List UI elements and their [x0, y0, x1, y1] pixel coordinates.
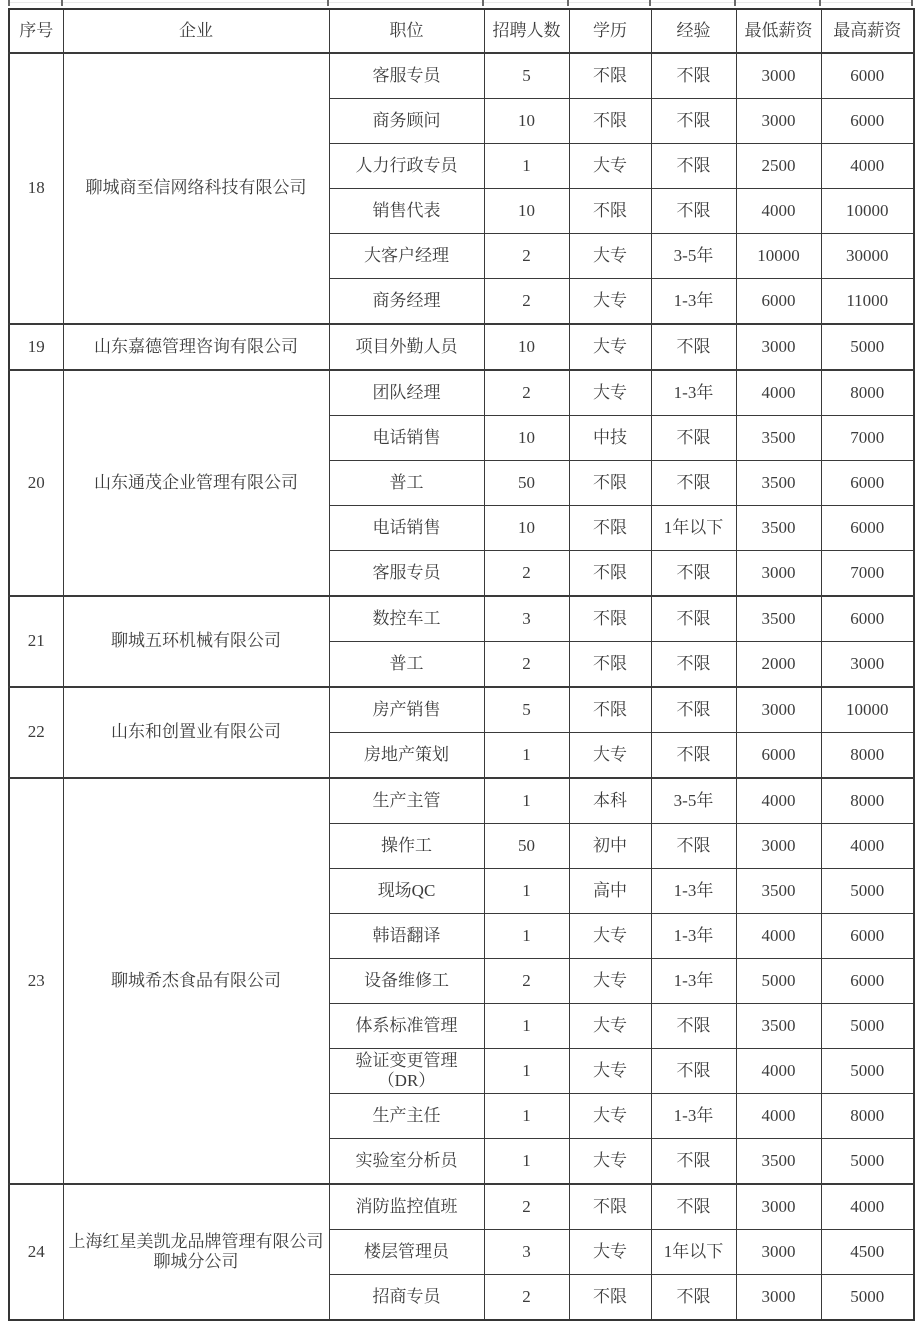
- max-salary-cell: 5000: [821, 1004, 914, 1049]
- serial-cell: 21: [9, 596, 63, 687]
- experience-cell: 3-5年: [651, 234, 736, 279]
- max-salary-cell: 7000: [821, 551, 914, 597]
- headcount-cell: 50: [484, 461, 569, 506]
- education-cell: 不限: [569, 53, 651, 99]
- education-cell: 中技: [569, 416, 651, 461]
- company-cell: 山东和创置业有限公司: [63, 687, 329, 778]
- max-salary-cell: 10000: [821, 189, 914, 234]
- experience-cell: 不限: [651, 1139, 736, 1185]
- education-cell: 不限: [569, 1275, 651, 1321]
- headcount-cell: 10: [484, 506, 569, 551]
- education-cell: 初中: [569, 824, 651, 869]
- education-cell: 大专: [569, 370, 651, 416]
- position-title-cell: 设备维修工: [329, 959, 484, 1004]
- experience-cell: 不限: [651, 1275, 736, 1321]
- max-salary-cell: 3000: [821, 642, 914, 688]
- experience-cell: 不限: [651, 461, 736, 506]
- max-salary-cell: 7000: [821, 416, 914, 461]
- max-salary-cell: 6000: [821, 461, 914, 506]
- headcount-cell: 2: [484, 1184, 569, 1230]
- position-title-cell: 商务顾问: [329, 99, 484, 144]
- min-salary-cell: 3000: [736, 1275, 821, 1321]
- headcount-cell: 2: [484, 1275, 569, 1321]
- max-salary-cell: 8000: [821, 733, 914, 779]
- position-title-cell: 数控车工: [329, 596, 484, 642]
- table-edge-tick: [819, 0, 821, 6]
- education-cell: 大专: [569, 279, 651, 325]
- max-salary-cell: 4000: [821, 1184, 914, 1230]
- max-salary-cell: 8000: [821, 370, 914, 416]
- min-salary-cell: 3000: [736, 324, 821, 370]
- min-salary-cell: 3000: [736, 53, 821, 99]
- headcount-cell: 1: [484, 1004, 569, 1049]
- experience-cell: 1年以下: [651, 506, 736, 551]
- min-salary-cell: 2500: [736, 144, 821, 189]
- col-header-position: 职位: [329, 9, 484, 53]
- company-cell: 聊城五环机械有限公司: [63, 596, 329, 687]
- table-edge-tick: [649, 0, 651, 6]
- position-title-cell: 体系标准管理: [329, 1004, 484, 1049]
- col-header-max-salary: 最高薪资: [821, 9, 914, 53]
- experience-cell: 不限: [651, 824, 736, 869]
- max-salary-cell: 6000: [821, 914, 914, 959]
- education-cell: 不限: [569, 596, 651, 642]
- cropped-row-artifact-line: [8, 2, 913, 3]
- education-cell: 大专: [569, 144, 651, 189]
- headcount-cell: 2: [484, 370, 569, 416]
- table-edge-tick: [734, 0, 736, 6]
- table-edge-tick: [482, 0, 484, 6]
- min-salary-cell: 5000: [736, 959, 821, 1004]
- education-cell: 大专: [569, 1094, 651, 1139]
- education-cell: 大专: [569, 1004, 651, 1049]
- position-title-cell: 销售代表: [329, 189, 484, 234]
- position-title-cell: 房地产策划: [329, 733, 484, 779]
- experience-cell: 不限: [651, 687, 736, 733]
- table-row: [9, 778, 914, 824]
- serial-cell: 22: [9, 687, 63, 778]
- headcount-cell: 1: [484, 1094, 569, 1139]
- max-salary-cell: 6000: [821, 959, 914, 1004]
- company-cell: 山东通茂企业管理有限公司: [63, 370, 329, 596]
- min-salary-cell: 3000: [736, 687, 821, 733]
- experience-cell: 1-3年: [651, 869, 736, 914]
- position-title-cell: 验证变更管理（DR）: [329, 1049, 484, 1094]
- headcount-cell: 2: [484, 234, 569, 279]
- serial-cell: 18: [9, 53, 63, 324]
- position-title-cell: 项目外勤人员: [329, 324, 484, 370]
- max-salary-cell: 4000: [821, 144, 914, 189]
- experience-cell: 不限: [651, 642, 736, 688]
- experience-cell: 1-3年: [651, 914, 736, 959]
- experience-cell: 1年以下: [651, 1230, 736, 1275]
- position-title-cell: 实验室分析员: [329, 1139, 484, 1185]
- headcount-cell: 3: [484, 1230, 569, 1275]
- serial-cell: 23: [9, 778, 63, 1184]
- min-salary-cell: 3000: [736, 551, 821, 597]
- headcount-cell: 1: [484, 733, 569, 779]
- education-cell: 不限: [569, 687, 651, 733]
- position-title-cell: 客服专员: [329, 53, 484, 99]
- company-cell: 山东嘉德管理咨询有限公司: [63, 324, 329, 370]
- experience-cell: 不限: [651, 144, 736, 189]
- max-salary-cell: 6000: [821, 53, 914, 99]
- table-edge-tick: [911, 0, 913, 6]
- max-salary-cell: 5000: [821, 1275, 914, 1321]
- experience-cell: 1-3年: [651, 959, 736, 1004]
- education-cell: 不限: [569, 189, 651, 234]
- headcount-cell: 5: [484, 687, 569, 733]
- min-salary-cell: 4000: [736, 189, 821, 234]
- max-salary-cell: 5000: [821, 1139, 914, 1185]
- max-salary-cell: 5000: [821, 869, 914, 914]
- position-title-cell: 楼层管理员: [329, 1230, 484, 1275]
- min-salary-cell: 3500: [736, 596, 821, 642]
- headcount-cell: 1: [484, 144, 569, 189]
- experience-cell: 1-3年: [651, 279, 736, 325]
- headcount-cell: 10: [484, 324, 569, 370]
- education-cell: 不限: [569, 99, 651, 144]
- position-title-cell: 商务经理: [329, 279, 484, 325]
- max-salary-cell: 5000: [821, 1049, 914, 1094]
- min-salary-cell: 3500: [736, 461, 821, 506]
- position-title-cell: 消防监控值班: [329, 1184, 484, 1230]
- headcount-cell: 2: [484, 551, 569, 597]
- min-salary-cell: 4000: [736, 914, 821, 959]
- col-header-company: 企业: [63, 9, 329, 53]
- max-salary-cell: 6000: [821, 506, 914, 551]
- experience-cell: 不限: [651, 1184, 736, 1230]
- experience-cell: 不限: [651, 416, 736, 461]
- headcount-cell: 10: [484, 189, 569, 234]
- headcount-cell: 1: [484, 869, 569, 914]
- min-salary-cell: 10000: [736, 234, 821, 279]
- position-title-cell: 招商专员: [329, 1275, 484, 1321]
- headcount-cell: 10: [484, 99, 569, 144]
- min-salary-cell: 2000: [736, 642, 821, 688]
- education-cell: 大专: [569, 1139, 651, 1185]
- headcount-cell: 1: [484, 1049, 569, 1094]
- min-salary-cell: 3500: [736, 416, 821, 461]
- min-salary-cell: 3500: [736, 869, 821, 914]
- experience-cell: 不限: [651, 99, 736, 144]
- serial-cell: 24: [9, 1184, 63, 1320]
- education-cell: 大专: [569, 1230, 651, 1275]
- company-cell: 上海红星美凯龙品牌管理有限公司聊城分公司: [63, 1184, 329, 1320]
- position-title-cell: 房产销售: [329, 687, 484, 733]
- experience-cell: 不限: [651, 324, 736, 370]
- table-edge-tick: [567, 0, 569, 6]
- min-salary-cell: 3000: [736, 1184, 821, 1230]
- max-salary-cell: 4500: [821, 1230, 914, 1275]
- position-title-cell: 操作工: [329, 824, 484, 869]
- min-salary-cell: 3500: [736, 1004, 821, 1049]
- table-edge-tick: [8, 0, 10, 6]
- headcount-cell: 2: [484, 642, 569, 688]
- headcount-cell: 1: [484, 778, 569, 824]
- education-cell: 大专: [569, 234, 651, 279]
- education-cell: 本科: [569, 778, 651, 824]
- experience-cell: 1-3年: [651, 370, 736, 416]
- experience-cell: 不限: [651, 1004, 736, 1049]
- job-table: [8, 8, 915, 1321]
- max-salary-cell: 6000: [821, 99, 914, 144]
- max-salary-cell: 4000: [821, 824, 914, 869]
- experience-cell: 不限: [651, 733, 736, 779]
- position-title-cell: 电话销售: [329, 416, 484, 461]
- max-salary-cell: 5000: [821, 324, 914, 370]
- headcount-cell: 50: [484, 824, 569, 869]
- experience-cell: 1-3年: [651, 1094, 736, 1139]
- education-cell: 不限: [569, 461, 651, 506]
- col-header-experience: 经验: [651, 9, 736, 53]
- table-row: [9, 370, 914, 416]
- experience-cell: 不限: [651, 189, 736, 234]
- min-salary-cell: 3000: [736, 99, 821, 144]
- max-salary-cell: 30000: [821, 234, 914, 279]
- headcount-cell: 2: [484, 959, 569, 1004]
- table-edge-tick: [61, 0, 63, 6]
- education-cell: 不限: [569, 506, 651, 551]
- max-salary-cell: 6000: [821, 596, 914, 642]
- position-title-cell: 人力行政专员: [329, 144, 484, 189]
- min-salary-cell: 4000: [736, 370, 821, 416]
- headcount-cell: 5: [484, 53, 569, 99]
- position-title-cell: 电话销售: [329, 506, 484, 551]
- table-row: [9, 1184, 914, 1230]
- education-cell: 不限: [569, 1184, 651, 1230]
- headcount-cell: 3: [484, 596, 569, 642]
- min-salary-cell: 3000: [736, 824, 821, 869]
- col-header-education: 学历: [569, 9, 651, 53]
- position-title-cell: 大客户经理: [329, 234, 484, 279]
- table-row: [9, 687, 914, 733]
- education-cell: 大专: [569, 959, 651, 1004]
- min-salary-cell: 4000: [736, 1094, 821, 1139]
- experience-cell: 不限: [651, 1049, 736, 1094]
- serial-cell: 20: [9, 370, 63, 596]
- headcount-cell: 10: [484, 416, 569, 461]
- table-row: [9, 596, 914, 642]
- position-title-cell: 现场QC: [329, 869, 484, 914]
- min-salary-cell: 6000: [736, 279, 821, 325]
- education-cell: 大专: [569, 1049, 651, 1094]
- education-cell: 高中: [569, 869, 651, 914]
- job-table-header: [9, 9, 914, 53]
- max-salary-cell: 8000: [821, 778, 914, 824]
- min-salary-cell: 4000: [736, 1049, 821, 1094]
- position-title-cell: 生产主任: [329, 1094, 484, 1139]
- min-salary-cell: 3500: [736, 506, 821, 551]
- education-cell: 大专: [569, 733, 651, 779]
- col-header-headcount: 招聘人数: [484, 9, 569, 53]
- position-title-cell: 生产主管: [329, 778, 484, 824]
- max-salary-cell: 10000: [821, 687, 914, 733]
- table-edge-tick: [327, 0, 329, 6]
- education-cell: 不限: [569, 642, 651, 688]
- headcount-cell: 1: [484, 914, 569, 959]
- company-cell: 聊城商至信网络科技有限公司: [63, 53, 329, 324]
- table-row: [9, 53, 914, 99]
- position-title-cell: 普工: [329, 642, 484, 688]
- position-title-cell: 客服专员: [329, 551, 484, 597]
- min-salary-cell: 3500: [736, 1139, 821, 1185]
- min-salary-cell: 4000: [736, 778, 821, 824]
- table-row: [9, 324, 914, 370]
- headcount-cell: 1: [484, 1139, 569, 1185]
- headcount-cell: 2: [484, 279, 569, 325]
- min-salary-cell: 3000: [736, 1230, 821, 1275]
- experience-cell: 不限: [651, 596, 736, 642]
- position-title-cell: 普工: [329, 461, 484, 506]
- experience-cell: 不限: [651, 53, 736, 99]
- position-title-cell: 韩语翻译: [329, 914, 484, 959]
- education-cell: 不限: [569, 551, 651, 597]
- serial-cell: 19: [9, 324, 63, 370]
- col-header-serial: 序号: [9, 9, 63, 53]
- position-title-cell: 团队经理: [329, 370, 484, 416]
- max-salary-cell: 11000: [821, 279, 914, 325]
- company-cell: 聊城希杰食品有限公司: [63, 778, 329, 1184]
- job-table-body: [9, 53, 914, 1320]
- max-salary-cell: 8000: [821, 1094, 914, 1139]
- header-row: [9, 9, 914, 53]
- experience-cell: 不限: [651, 551, 736, 597]
- education-cell: 大专: [569, 914, 651, 959]
- col-header-min-salary: 最低薪资: [736, 9, 821, 53]
- education-cell: 大专: [569, 324, 651, 370]
- min-salary-cell: 6000: [736, 733, 821, 779]
- experience-cell: 3-5年: [651, 778, 736, 824]
